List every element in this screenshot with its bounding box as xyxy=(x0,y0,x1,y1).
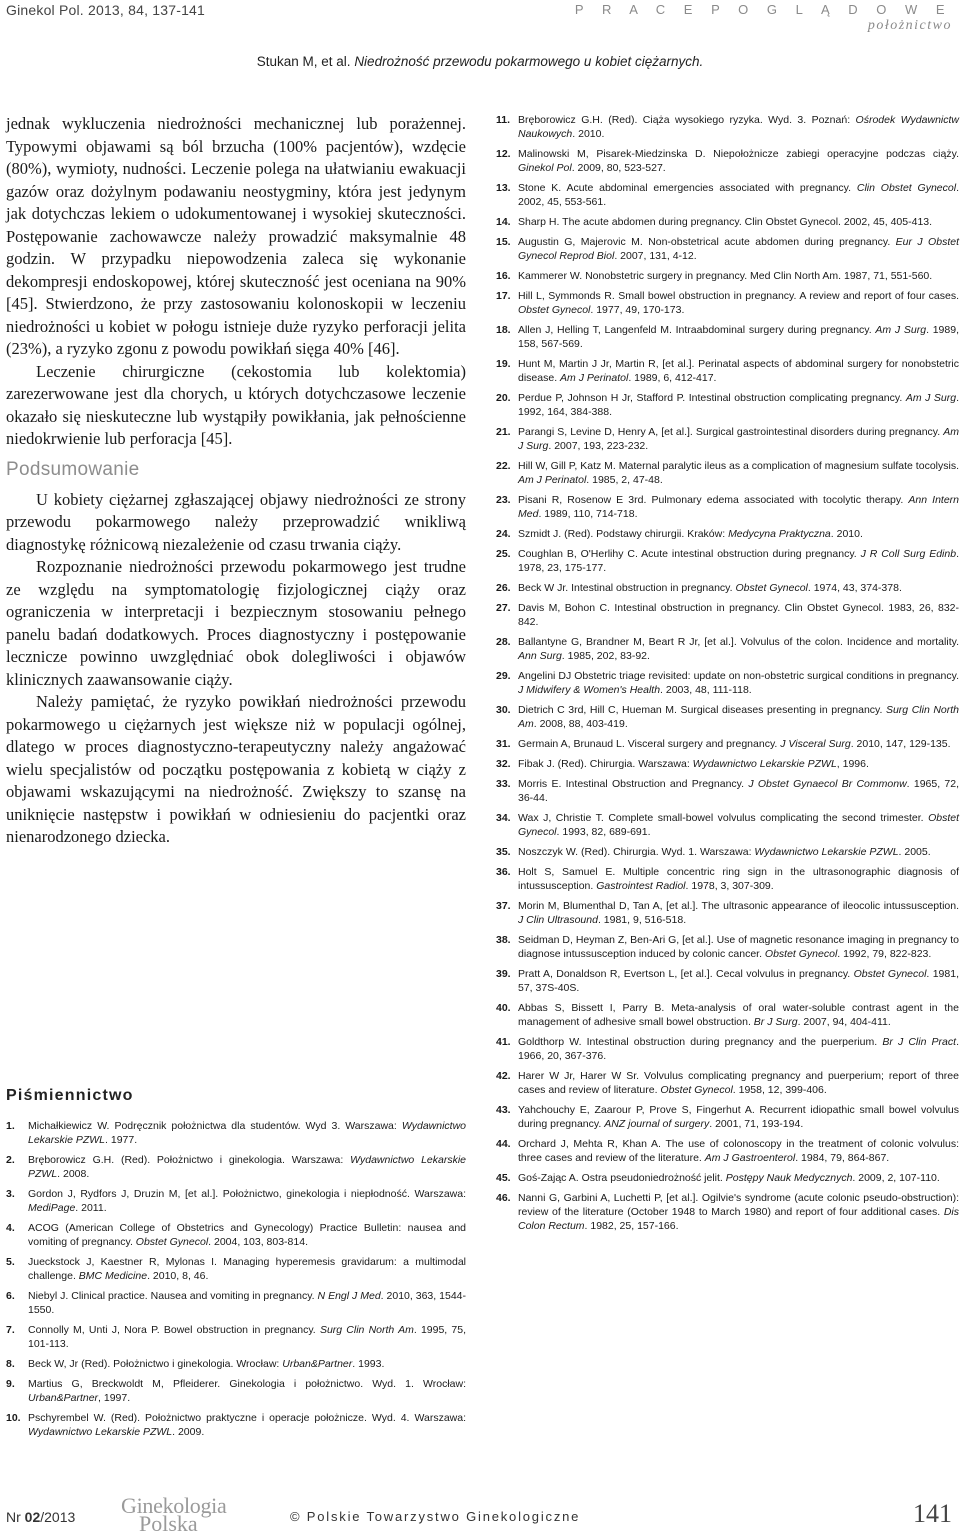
reference-details: . 1982, 25, 157-166. xyxy=(584,1220,679,1232)
running-title: Niedrożność przewodu pokarmowego u kobiet ciężarnych. xyxy=(354,54,704,69)
reference-details: . 1978, 23, 175-177. xyxy=(518,548,959,574)
reference-number: 41. xyxy=(496,1036,511,1048)
reference-source: J Obstet Gynaecol Br Commonw xyxy=(748,778,907,790)
reference-source: Am J Gastroenterol xyxy=(704,1152,796,1164)
reference-source: Ośrodek Wydawnictw Naukowych xyxy=(518,114,959,140)
reference-item xyxy=(496,933,959,961)
reference-text: Augustin G, Majerovic M. Non-obstetrical acute abdomen during pregnancy. xyxy=(518,236,896,248)
reference-source: Am J Perinatol xyxy=(518,474,587,486)
reference-text: Parangi S, Levine D, Henry A, [et al.]. Surgical gastrointestinal disorders during pregnancy. xyxy=(518,426,944,438)
reference-details: . 2007, 94, 404-411. xyxy=(797,1016,891,1028)
reference-source: Medycyna Praktyczna xyxy=(728,528,831,540)
reference-number: 37. xyxy=(496,900,511,912)
reference-source: J Clin Ultrasound xyxy=(518,914,598,926)
reference-text: Fibak J. (Red). Chirurgia. Warszawa: xyxy=(518,758,693,770)
reference-details: . 1977, 49, 170-173. xyxy=(590,304,685,316)
reference-source: J R Coll Surg Edinb xyxy=(860,548,957,560)
reference-number: 9. xyxy=(6,1378,15,1390)
reference-source: Ann Surg xyxy=(518,650,562,662)
issue-number xyxy=(6,1509,75,1525)
reference-source: ANZ journal of surgery xyxy=(604,1118,710,1130)
reference-text: Gordon J, Rydfors J, Druzin M, [et al.]. Położnictwo, ginekologia i niepłodność. Warszawa: xyxy=(28,1188,466,1200)
reference-item xyxy=(496,1069,959,1097)
reference-text: Allen J, Helling T, Langenfeld M. Intraabdominal surgery during pregnancy. xyxy=(518,324,876,336)
reference-item xyxy=(496,181,959,209)
reference-text: Noszczyk W. (Red). Chirurgia. Wyd. 1. Warszawa: xyxy=(518,846,755,858)
reference-details: . 2009, 2, 107-110. xyxy=(852,1172,940,1184)
reference-number: 7. xyxy=(6,1324,15,1336)
reference-details: . 2009, 80, 523-527. xyxy=(571,162,666,174)
reference-number: 8. xyxy=(6,1358,15,1370)
reference-details: . 2010, 147, 129-135. xyxy=(850,738,951,750)
reference-item xyxy=(496,357,959,385)
reference-text: Stone K. Acute abdominal emergencies associated with pregnancy. xyxy=(518,182,857,194)
references-heading: Piśmiennictwo xyxy=(6,1087,134,1104)
body-paragraph: jednak wykluczenia niedrożności mechanicznej lub porażennej. Typowymi objawami są ból brzucha (100% pacjentów), wzdęcie (80%), wymioty, nudności. Leczenie polega na ułatwianiu ewakuacji gazów oraz dożylnym podawaniu neostygminy, która jest jedynym jak dotychczas lekiem o udokumentowanej i wysokiej skuteczności. Postępowanie zachowawcze należy prowadzić maksymalnie 48 godzin. W przypadku niepowodzenia zaleca się wykonanie dekompresji endoskopowej, której skuteczność jest oceniana na 90% [45]. Stwierdzono, że przy zastosowaniu kolonoskopii w leczeniu niedrożności u kobiet w połogu istnieje duże ryzyko perforacji jelita (23%), a ryzyko zgonu z powodu powikłań sięga 40% [46]. xyxy=(6,114,466,358)
reference-text: Coughlan B, O'Herlihy C. Acute intestinal obstruction during pregnancy. xyxy=(518,548,861,560)
reference-details: . 1981, 9, 516-518. xyxy=(597,914,687,926)
left-column-body xyxy=(6,113,466,849)
reference-number: 44. xyxy=(496,1138,511,1150)
reference-details: . 2007, 131, 4-12. xyxy=(614,250,697,262)
reference-text: Perdue P, Johnson H Jr, Stafford P. Intestinal obstruction complicating pregnancy. xyxy=(518,392,906,404)
reference-item xyxy=(496,391,959,419)
reference-details: . 1985, 202, 83-92. xyxy=(561,650,650,662)
reference-source: Am J Surg xyxy=(875,324,927,336)
body-paragraph: Leczenie chirurgiczne (cekostomia lub kolektomia) zarezerwowane jest dla chorych, u których dotychczasowe leczenie okazało się nieskuteczne lub wystąpiły powikłania, jak pełnościenne niedokrwienie lub perforacja [45]. xyxy=(6,361,466,448)
reference-number: 36. xyxy=(496,866,511,878)
reference-text: ACOG (American College of Obstetrics and Gynecology) Practice Bulletin: nausea and vomiting of pregnancy. xyxy=(28,1222,466,1248)
logo-line-2: Polska xyxy=(139,1511,198,1536)
reference-details: . 1977. xyxy=(105,1134,138,1146)
reference-text: Yahchouchy E, Zaarour P, Prove S, Fingerhut A. Recurrent idiopathic small bowel volvulus during pregnancy. xyxy=(518,1104,959,1130)
reference-source: Wydawnictwo Lekarskie PZWL xyxy=(28,1154,467,1180)
reference-text: Davis M, Bohon C. Intestinal obstruction in pregnancy. Clin Obstet Gynecol. 1983, 26, 832-842. xyxy=(518,602,959,628)
reference-details: . 2010, 363, 1544-1550. xyxy=(28,1290,466,1316)
reference-item xyxy=(496,425,959,453)
reference-text: Martius G, Breckwoldt M, Pfleiderer. Ginekologia i położnictwo. Wyd. 1. Wrocław: xyxy=(28,1378,466,1390)
reference-details: . 1993. xyxy=(352,1358,385,1370)
reference-number: 14. xyxy=(496,216,511,228)
reference-source: Surg Clin North Am xyxy=(518,704,959,730)
reference-source: Urban&Partner xyxy=(28,1392,99,1404)
reference-item xyxy=(6,1255,466,1283)
reference-item xyxy=(6,1289,466,1317)
reference-item xyxy=(496,235,959,263)
reference-list-left xyxy=(6,1119,466,1445)
reference-text: Hill L, Symmonds R. Small bowel obstruction in pregnancy. A review and report of four cases. xyxy=(518,290,959,302)
reference-item xyxy=(496,215,959,229)
reference-text: Bręborowicz G.H. (Red). Położnictwo i ginekologia. Warszawa: xyxy=(28,1154,351,1166)
reference-details: . 2008. xyxy=(57,1168,90,1180)
reference-item xyxy=(496,493,959,521)
reference-text: Sharp H. The acute abdomen during pregnancy. Clin Obstet Gynecol. 2002, 45, 405-413. xyxy=(518,216,933,228)
reference-text: Nanni G, Garbini A, Luchetti P, [et al.]. Ogilvie's syndrome (acute colonic pseudo-obstruction): review of the literature (October 1948 to March 1980) and report of four additional cases. xyxy=(518,1192,959,1218)
reference-number: 2. xyxy=(6,1154,15,1166)
issue-prefix: Nr xyxy=(6,1509,25,1525)
reference-number: 4. xyxy=(6,1222,15,1234)
reference-number: 13. xyxy=(496,182,511,194)
page-number: 141 xyxy=(913,1499,952,1528)
reference-item xyxy=(6,1377,466,1405)
summary-paragraph: U kobiety ciężarnej zgłaszającej objawy niedrożności ze strony przewodu pokarmowego należy przeprowadzić wnikliwą diagnostykę różnicową niezależenie od czasu trwania ciąży. xyxy=(6,489,466,554)
reference-number: 35. xyxy=(496,846,511,858)
reference-item xyxy=(6,1323,466,1351)
reference-details: . 2011. xyxy=(75,1202,107,1214)
reference-details: . 1965, 72, 36-44. xyxy=(518,778,960,804)
reference-number: 21. xyxy=(496,426,511,438)
reference-number: 20. xyxy=(496,392,511,404)
reference-item xyxy=(496,323,959,351)
reference-item xyxy=(6,1357,466,1371)
reference-text: Szmidt J. (Red). Podstawy chirurgii. Kraków: xyxy=(518,528,729,540)
journal-logo xyxy=(121,1493,227,1536)
issue-num: 02 xyxy=(24,1509,41,1525)
reference-text: Michałkiewicz W. Podręcznik położnictwa dla studentów. Wyd 3. Warszawa: xyxy=(28,1120,402,1132)
reference-text: Holt S, Samuel E. Multiple concentric ring sign in the ultrasonographic diagnosis of intussusception. xyxy=(518,866,959,892)
reference-details: . 2002, 45, 553-561. xyxy=(518,182,959,208)
reference-source: Postępy Nauk Medycznych xyxy=(725,1172,853,1184)
reference-item xyxy=(496,1137,959,1165)
section-label: P R A C E P O G L Ą D O W E xyxy=(574,2,952,17)
reference-item xyxy=(496,1191,959,1233)
reference-details: , 1997. xyxy=(98,1392,131,1404)
reference-number: 1. xyxy=(6,1120,15,1132)
reference-number: 15. xyxy=(496,236,511,248)
reference-text: Abbas S, Bissett I, Parry B. Meta-analysis of oral water-soluble contrast agent in the management of adhesive small bowel obstruction. xyxy=(518,1002,959,1028)
reference-item xyxy=(496,113,959,141)
subsection-label: położnictwo xyxy=(867,18,952,33)
reference-item xyxy=(496,527,959,541)
reference-source: Obstet Gynecol xyxy=(735,582,808,594)
reference-number: 17. xyxy=(496,290,511,302)
reference-source: Br J Surg xyxy=(753,1016,798,1028)
reference-item xyxy=(496,777,959,805)
reference-item xyxy=(6,1187,466,1215)
reference-details: . 2010. xyxy=(572,128,605,140)
reference-number: 40. xyxy=(496,1002,511,1014)
reference-details: . 1992, 79, 822-823. xyxy=(837,948,932,960)
reference-details: . 1974, 43, 374-378. xyxy=(807,582,902,594)
reference-source: Ginekol Pol xyxy=(518,162,572,174)
reference-details: . 1958, 12, 399-406. xyxy=(732,1084,827,1096)
reference-item xyxy=(6,1221,466,1249)
reference-source: Obstet Gynecol xyxy=(764,948,838,960)
reference-text: Dietrich C 3rd, Hill C, Hueman M. Surgical diseases presenting in pregnancy. xyxy=(518,704,886,716)
reference-text: Kammerer W. Nonobstetric surgery in pregnancy. Med Clin North Am. 1987, 71, 551-560. xyxy=(518,270,933,282)
reference-text: Morris E. Intestinal Obstruction and Pregnancy. xyxy=(518,778,749,790)
reference-source: Ann Intern Med xyxy=(518,494,959,520)
reference-source: J Midwifery & Women's Health xyxy=(518,684,661,696)
reference-text: Niebyl J. Clinical practice. Nausea and vomiting in pregnancy. xyxy=(28,1290,318,1302)
reference-source: Eur J Obstet Gynecol Reprod Biol xyxy=(518,236,959,262)
reference-item xyxy=(496,1103,959,1131)
reference-item xyxy=(496,967,959,995)
reference-details: . 2010, 8, 46. xyxy=(147,1270,209,1282)
reference-details: . 1993, 82, 689-691. xyxy=(556,826,651,838)
reference-source: Am J Surg xyxy=(518,426,959,452)
summary-paragraph: Należy pamiętać, że ryzyko powikłań niedrożności przewodu pokarmowego u ciężarnych jest większe niż w populacji ogólnej, dlatego w proces diagnostyczno-terapeutyczny należy angażować wielu specjalistów od początku postępowania z kobietą w ciąży z objawami wskazującymi na niedrożność. Zwiększy to szansę na uniknięcie następstw i powikłań w odniesieniu do pacjentki oraz nienarodzonego dziecka. xyxy=(6,692,466,846)
logo-line-1: Ginekologia xyxy=(121,1493,227,1518)
journal-citation: Ginekol Pol. 2013, 84, 137-141 xyxy=(6,2,206,18)
reference-number: 31. xyxy=(496,738,511,750)
reference-number: 29. xyxy=(496,670,511,682)
reference-source: Obstet Gynecol xyxy=(853,968,927,980)
reference-text: Germain A, Brunaud L. Visceral surgery and pregnancy. xyxy=(518,738,781,750)
reference-details: , 1996. xyxy=(836,758,869,770)
reference-number: 12. xyxy=(496,148,511,160)
reference-details: . 1981, 57, 37S-40S. xyxy=(518,968,959,994)
reference-details: . 1995, 75, 101-113. xyxy=(28,1324,467,1350)
reference-details: . 2001, 71, 193-194. xyxy=(709,1118,804,1130)
reference-source: Obstet Gynecol xyxy=(518,304,591,316)
reference-number: 24. xyxy=(496,528,511,540)
reference-source: Urban&Partner xyxy=(282,1358,353,1370)
reference-source: Dis Colon Rectum xyxy=(518,1206,959,1232)
reference-number: 11. xyxy=(496,114,511,126)
reference-number: 5. xyxy=(6,1256,15,1268)
reference-item xyxy=(6,1411,466,1439)
page-footer xyxy=(0,1493,960,1536)
reference-number: 16. xyxy=(496,270,511,282)
reference-number: 33. xyxy=(496,778,511,790)
reference-details: . 1985, 2, 47-48. xyxy=(586,474,663,486)
reference-text: Wax J, Christie T. Complete small-bowel volvulus complicating the second trimester. xyxy=(518,812,929,824)
reference-text: Orchard J, Mehta R, Khan A. The use of colonoscopy in the treatment of colonic volvulus: three cases and review of the literature. xyxy=(518,1138,959,1164)
reference-item xyxy=(496,459,959,487)
reference-source: Obstet Gynecol xyxy=(518,812,959,838)
reference-source: Wydawnictwo Lekarskie PZWL xyxy=(692,758,837,770)
reference-item xyxy=(496,547,959,575)
reference-source: Wydawnictwo Lekarskie PZWL xyxy=(28,1120,466,1146)
reference-text: Connolly M, Unti J, Nora P. Bowel obstruction in pregnancy. xyxy=(28,1324,320,1336)
reference-number: 42. xyxy=(496,1070,511,1082)
reference-details: . 2004, 103, 803-814. xyxy=(208,1236,308,1248)
reference-number: 43. xyxy=(496,1104,511,1116)
reference-details: . 2009. xyxy=(172,1426,205,1438)
reference-number: 30. xyxy=(496,704,511,716)
reference-text: Goldthorp W. Intestinal obstruction during pregnancy and the puerperium. xyxy=(518,1036,883,1048)
reference-number: 3. xyxy=(6,1188,15,1200)
reference-number: 19. xyxy=(496,358,511,370)
reference-number: 27. xyxy=(496,602,511,614)
running-authors: Stukan M, et al. xyxy=(256,54,351,69)
reference-item xyxy=(6,1153,466,1181)
reference-source: Clin Obstet Gynecol xyxy=(856,182,957,194)
reference-source: BMC Medicine xyxy=(78,1270,148,1282)
reference-text: Bręborowicz G.H. (Red). Ciąża wysokiego ryzyka. Wyd. 3. Poznań: xyxy=(518,114,856,126)
reference-text: Harer W Jr, Harer W Sr. Volvulus complicating pregnancy and puerperium; report of three cases and review of literature. xyxy=(518,1070,959,1096)
reference-text: Morin M, Blumenthal D, Tan A, [et al.]. The ultrasonic appearance of ileocolic intussusception. xyxy=(518,900,959,912)
issue-year: /2013 xyxy=(40,1509,76,1525)
summary-paragraph: Rozpoznanie niedrożności przewodu pokarmowego jest trudne ze względu na symptomatologię fizjologicznej ciąży oraz ograniczenia w interpretacji i bezpiecznym stosowaniu pełnego panelu badań dodatkowych. Proces diagnostyczny i postępowanie lecznicze powinno uwzględniać obok dolegliwości i objawów klinicznych zaawansowanie ciąży. xyxy=(6,557,466,689)
reference-number: 46. xyxy=(496,1192,511,1204)
reference-text: Beck W Jr. Intestinal obstruction in pregnancy. xyxy=(518,582,736,594)
reference-number: 10. xyxy=(6,1412,21,1424)
reference-item xyxy=(496,1035,959,1063)
reference-item xyxy=(496,899,959,927)
reference-text: Angelini DJ Obstetric triage revisited: update on non-obstetric surgical conditions in pregnancy. xyxy=(518,670,959,682)
reference-item xyxy=(496,1171,959,1185)
reference-item xyxy=(6,1119,466,1147)
reference-list-right xyxy=(496,113,959,1239)
copyright-notice: © Polskie Towarzystwo Ginekologiczne xyxy=(290,1509,581,1524)
reference-item xyxy=(496,269,959,283)
reference-text: Goś-Zając A. Ostra pseudoniedrożność jelit. xyxy=(518,1172,726,1184)
reference-number: 26. xyxy=(496,582,511,594)
reference-details: . 1989, 158, 567-569. xyxy=(518,324,959,350)
reference-details: . 1966, 20, 367-376. xyxy=(518,1036,959,1062)
reference-item xyxy=(496,581,959,595)
reference-details: . 1984, 79, 864-867. xyxy=(795,1152,890,1164)
reference-source: Wydawnictwo Lekarskie PZWL xyxy=(754,846,899,858)
reference-text: Hill W, Gill P, Katz M. Maternal paralytic ileus as a complication of magnesium sulfate tocolysis. xyxy=(518,460,959,472)
reference-item xyxy=(496,147,959,175)
reference-number: 18. xyxy=(496,324,511,336)
reference-item xyxy=(496,865,959,893)
reference-details: . 1989, 110, 714-718. xyxy=(538,508,638,520)
reference-source: Obstet Gynecol xyxy=(135,1236,209,1248)
reference-number: 25. xyxy=(496,548,511,560)
reference-source: N Engl J Med xyxy=(317,1290,381,1302)
reference-details: . 1989, 6, 412-417. xyxy=(628,372,717,384)
reference-text: Jueckstock J, Kaestner R, Mylonas I. Managing hyperemesis gravidarum: a multimodal challenge. xyxy=(28,1256,466,1282)
reference-source: Surg Clin North Am xyxy=(319,1324,414,1336)
reference-text: Ballantyne G, Brandner M, Beart R Jr, [et al.]. Volvulus of the colon. Incidence and mortality. xyxy=(518,636,959,648)
running-head xyxy=(0,54,960,69)
reference-details: . 2003, 48, 111-118. xyxy=(660,684,752,696)
reference-source: Obstet Gynecol xyxy=(660,1084,733,1096)
reference-details: . 2008, 88, 403-419. xyxy=(533,718,628,730)
reference-item xyxy=(496,703,959,731)
reference-source: J Visceral Surg xyxy=(780,738,851,750)
reference-details: . 2007, 193, 223-232. xyxy=(548,440,649,452)
reference-number: 28. xyxy=(496,636,511,648)
reference-source: Am J Perinatol xyxy=(560,372,629,384)
reference-item xyxy=(496,669,959,697)
reference-number: 39. xyxy=(496,968,511,980)
reference-text: Pschyrembel W. (Red). Położnictwo praktyczne i operacje położnicze. Wyd. 4. Warszawa: xyxy=(28,1412,466,1424)
reference-source: MediPage xyxy=(28,1202,76,1214)
reference-item xyxy=(496,811,959,839)
reference-source: Am J Surg xyxy=(905,392,957,404)
reference-details: . 2005. xyxy=(898,846,931,858)
reference-source: Br J Clin Pract xyxy=(882,1036,957,1048)
reference-item xyxy=(496,737,959,751)
reference-text: Malinowski M, Pisarek-Miedzinska D. Niepołożnicze zabiegi operacyjne podczas ciąży. xyxy=(518,148,959,160)
reference-details: . 1992, 164, 384-388. xyxy=(518,392,959,418)
reference-number: 38. xyxy=(496,934,511,946)
reference-number: 22. xyxy=(496,460,511,472)
section-heading-summary: Podsumowanie xyxy=(6,458,140,480)
reference-item xyxy=(496,845,959,859)
reference-number: 32. xyxy=(496,758,511,770)
reference-text: Pratt A, Donaldson R, Evertson L, [et al.]. Cecal volvulus in pregnancy. xyxy=(518,968,854,980)
reference-text: Seidman D, Heyman Z, Ben-Ari G, [et al.]. Use of magnetic resonance imaging in pregnancy to diagnose intussusception induced by colonic cancer. xyxy=(518,934,959,960)
reference-item xyxy=(496,601,959,629)
reference-number: 34. xyxy=(496,812,511,824)
reference-item xyxy=(496,1001,959,1029)
reference-source: Gastrointest Radiol xyxy=(596,880,686,892)
reference-text: Beck W, Jr (Red). Położnictwo i ginekologia. Wrocław: xyxy=(28,1358,283,1370)
reference-item xyxy=(496,289,959,317)
reference-details: . 1978, 3, 307-309. xyxy=(685,880,774,892)
reference-text: Hunt M, Martin J Jr, Martin R, [et al.]. Perinatal aspects of abdominal surgery for nonobstetric disease. xyxy=(518,358,959,384)
reference-number: 45. xyxy=(496,1172,511,1184)
reference-number: 23. xyxy=(496,494,511,506)
reference-number: 6. xyxy=(6,1290,15,1302)
reference-text: Pisani R, Rosenow E 3rd. Pulmonary edema associated with tocolytic therapy. xyxy=(518,494,909,506)
reference-item xyxy=(496,757,959,771)
reference-item xyxy=(496,635,959,663)
reference-details: . 2010. xyxy=(830,528,863,540)
reference-source: Wydawnictwo Lekarskie PZWL xyxy=(28,1426,173,1438)
